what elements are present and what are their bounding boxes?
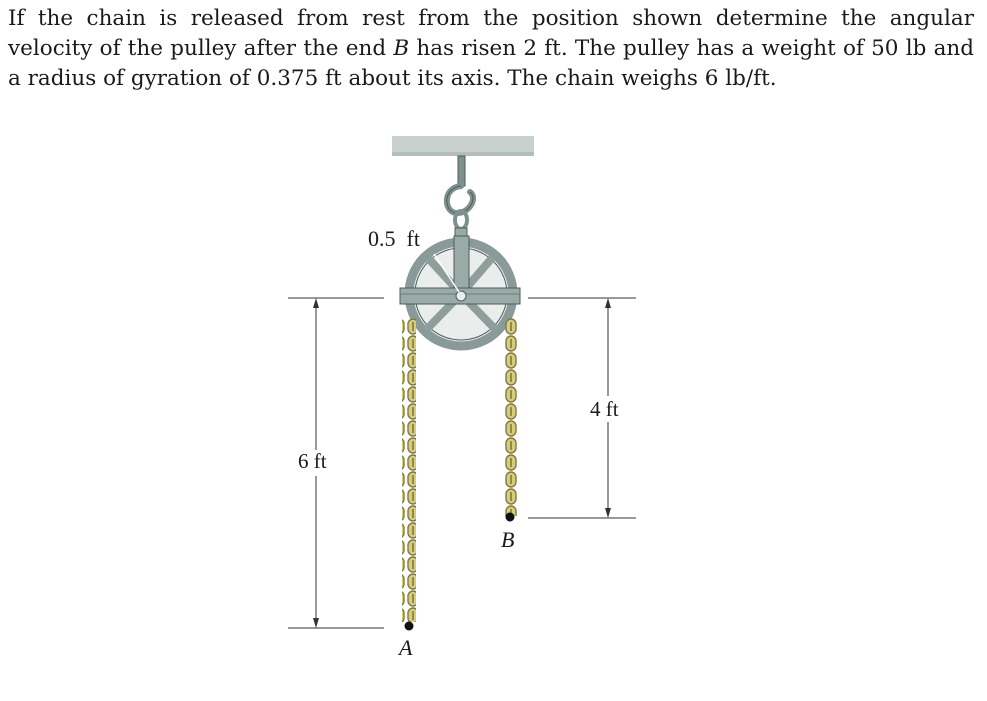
radius-label: 0.5 ft bbox=[368, 226, 420, 251]
dimension-right bbox=[528, 298, 636, 518]
ceiling-shadow bbox=[392, 152, 534, 156]
end-point-b bbox=[506, 513, 515, 522]
problem-end-label: B bbox=[393, 36, 410, 61]
chain-left bbox=[402, 318, 416, 622]
hook-rod bbox=[458, 156, 465, 186]
end-point-a bbox=[405, 622, 414, 631]
problem-text-part2: has risen 2 ft. The pulley has a weight of 50 lb and a radius of gyration of 0.375 ft about its axis. The chain weighs 6 lb/ft. bbox=[8, 36, 974, 91]
chain-right bbox=[503, 318, 517, 516]
end-a-label: A bbox=[399, 635, 413, 660]
bracket-vertical bbox=[454, 236, 469, 288]
right-dimension-label: 4 ft bbox=[590, 397, 619, 421]
left-dimension-label: 6 ft bbox=[298, 449, 327, 473]
end-b-label: B bbox=[501, 527, 515, 552]
problem-text-part1: If the chain is released from rest from the position shown determine the angular velocity of the pulley after the end bbox=[8, 6, 974, 61]
